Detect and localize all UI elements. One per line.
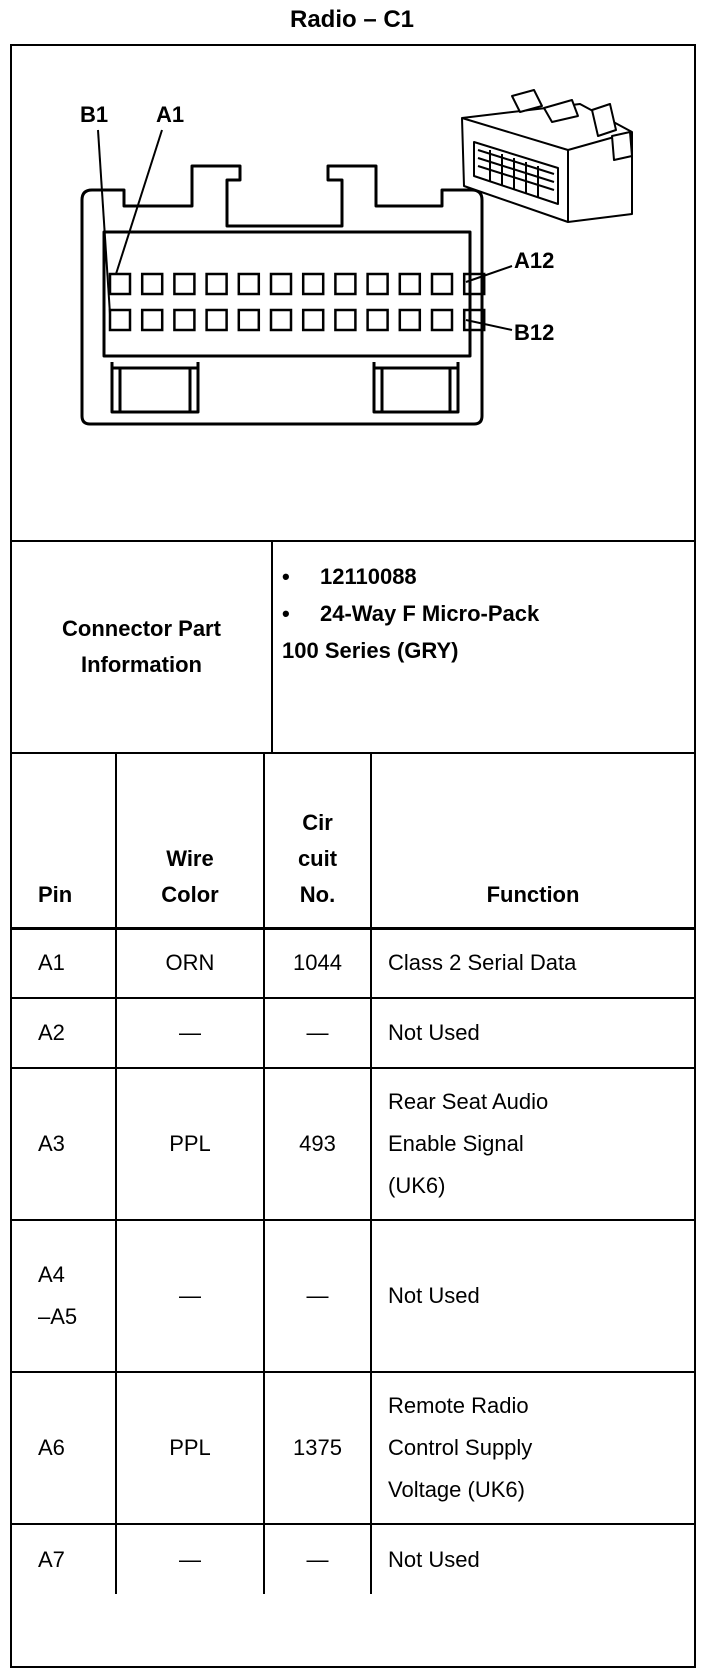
pin-cell: A1	[12, 928, 116, 998]
wire-color-cell: ORN	[116, 928, 264, 998]
function-cell: Rear Seat Audio Enable Signal (UK6)	[371, 1068, 694, 1220]
b12-leader-line	[466, 320, 512, 330]
right-latch	[374, 362, 458, 412]
circuit-cell: —	[264, 1524, 371, 1594]
wire-color-cell: —	[116, 1220, 264, 1372]
pin-cell: A7	[12, 1524, 116, 1594]
label-a1: A1	[156, 102, 185, 127]
pin-cavity-a2	[142, 274, 162, 294]
function-cell: Class 2 Serial Data	[371, 928, 694, 998]
label-b12: B12	[514, 320, 555, 345]
pin-cavity-a6	[271, 274, 291, 294]
pin-cell: A6	[12, 1372, 116, 1524]
pin-cavity-b11	[432, 310, 452, 330]
connector-diagram	[12, 46, 694, 540]
table-row	[12, 1220, 694, 1372]
pin-cavity-b7	[303, 310, 323, 330]
pin-cell: A3	[12, 1068, 116, 1220]
pin-cavity-b3	[174, 310, 194, 330]
connector-info-label-line2: Information	[80, 652, 202, 677]
pin-table	[12, 754, 694, 1594]
connector-diagram-cell	[12, 46, 694, 542]
table-row	[12, 1372, 694, 1524]
bullet-icon: •	[282, 564, 290, 589]
pin-cavity-b4	[207, 310, 227, 330]
header-circuit: Cir cuit No.	[264, 754, 371, 928]
table-row	[12, 928, 694, 998]
description-item	[282, 595, 539, 632]
description-line1: 24-Way F Micro-Pack	[320, 601, 540, 626]
part-number-item	[282, 558, 539, 595]
wire-color-cell: PPL	[116, 1372, 264, 1524]
page-title: Radio – C1	[289, 6, 415, 33]
function-cell: Not Used	[371, 998, 694, 1068]
label-a12: A12	[514, 248, 555, 273]
circuit-cell: —	[264, 1220, 371, 1372]
circuit-cell: 493	[264, 1068, 371, 1220]
pin-cavity-b6	[271, 310, 291, 330]
connector-info-label	[12, 542, 273, 752]
left-latch	[112, 362, 198, 412]
connector-perspective-icon	[462, 90, 632, 222]
table-row	[12, 1068, 694, 1220]
pin-cell: A2	[12, 998, 116, 1068]
function-cell: Not Used	[371, 1220, 694, 1372]
table-row	[12, 998, 694, 1068]
pin-cavity-a9	[368, 274, 388, 294]
table-row	[12, 1524, 694, 1594]
header-function: Function	[371, 754, 694, 928]
connector-info-row	[12, 542, 694, 754]
connector-info-details	[282, 558, 539, 669]
pin-cavity-b2	[142, 310, 162, 330]
pin-cavity-a8	[335, 274, 355, 294]
pin-grid	[110, 274, 484, 330]
wire-color-cell: —	[116, 998, 264, 1068]
pin-cavity-b9	[368, 310, 388, 330]
pin-cavity-a7	[303, 274, 323, 294]
pin-cavity-a10	[400, 274, 420, 294]
pin-table-header	[12, 754, 694, 928]
circuit-cell: 1044	[264, 928, 371, 998]
pin-cavity-b1	[110, 310, 130, 330]
label-b1: B1	[80, 102, 109, 127]
pin-cavity-a3	[174, 274, 194, 294]
pin-cavity-b8	[335, 310, 355, 330]
bullet-icon: •	[282, 601, 290, 626]
circuit-cell: —	[264, 998, 371, 1068]
pin-cavity-a11	[432, 274, 452, 294]
description-line2: 100 Series (GRY)	[282, 638, 459, 663]
circuit-cell: 1375	[264, 1372, 371, 1524]
pin-cavity-a4	[207, 274, 227, 294]
function-cell: Remote Radio Control Supply Voltage (UK6)	[371, 1372, 694, 1524]
connector-info-label-line1: Connector Part	[62, 616, 221, 641]
pin-cavity-b10	[400, 310, 420, 330]
header-wire-color: Wire Color	[116, 754, 264, 928]
wire-color-cell: PPL	[116, 1068, 264, 1220]
pin-cavity-b5	[239, 310, 259, 330]
wire-color-cell: —	[116, 1524, 264, 1594]
pin-cell: A4 –A5	[12, 1220, 116, 1372]
header-pin: Pin	[12, 754, 116, 928]
connector-sheet	[10, 44, 696, 1668]
pin-cavity-a5	[239, 274, 259, 294]
function-cell: Not Used	[371, 1524, 694, 1594]
pin-cavity-a1	[110, 274, 130, 294]
part-number: 12110088	[320, 564, 417, 589]
